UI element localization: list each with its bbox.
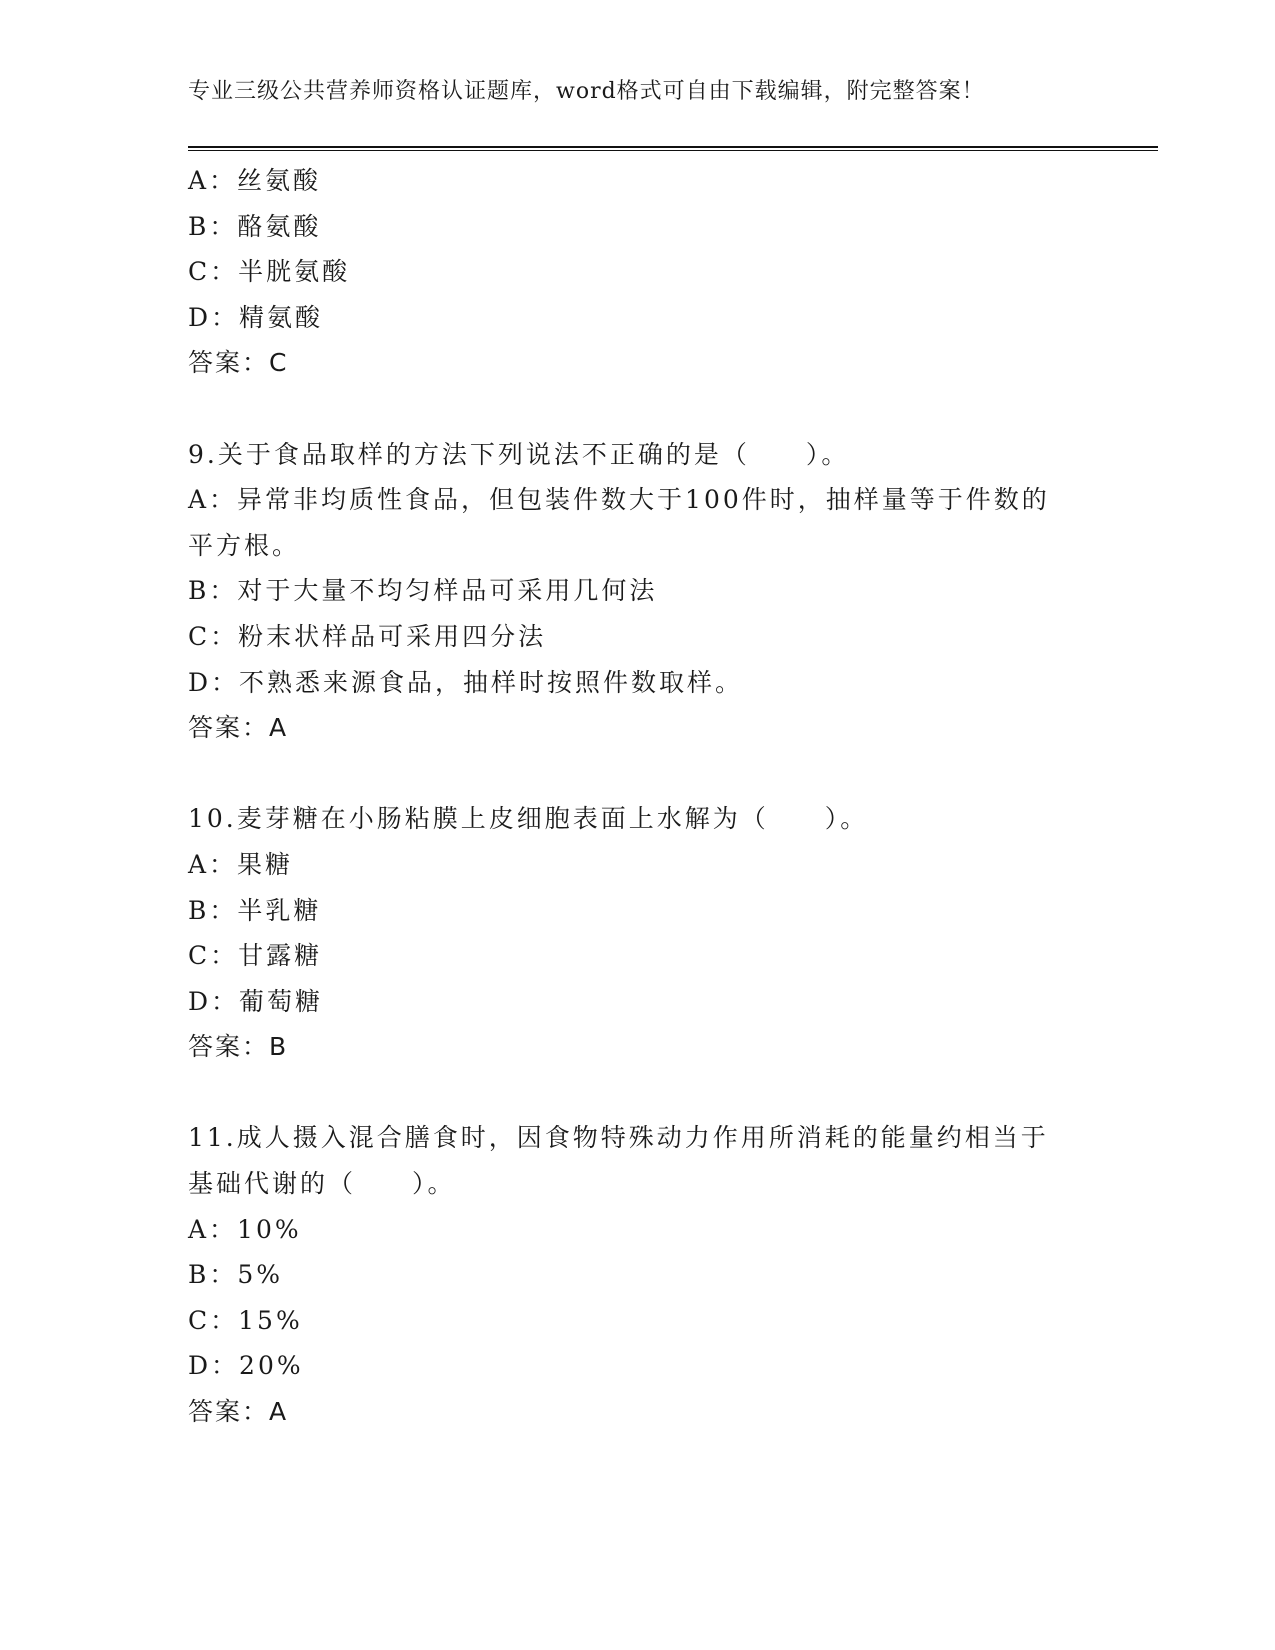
question-block-previous: [188, 158, 1088, 386]
page-header: 专业三级公共营养师资格认证题库，word格式可自由下载编辑，附完整答案！: [188, 79, 985, 104]
option-a: A：10%: [188, 1214, 302, 1244]
option-c: C：半胱氨酸: [188, 257, 351, 287]
spacer: [188, 386, 1088, 432]
spacer: [188, 1070, 1088, 1116]
option-d: D：葡萄糖: [188, 986, 324, 1016]
option-c: C：粉末状样品可采用四分法: [188, 621, 547, 651]
option-c: C：甘露糖: [188, 941, 323, 971]
option-d: D：精氨酸: [188, 302, 324, 332]
question-block-11: [188, 1115, 1088, 1434]
option-b: B：酪氨酸: [188, 211, 322, 241]
option-d: D：不熟悉来源食品，抽样时按照件数取样。: [188, 667, 744, 697]
header-divider: [188, 146, 1158, 151]
question-block-10: [188, 796, 1088, 1070]
question-list: [188, 158, 1088, 1435]
question-stem: 10.麦芽糖在小肠粘膜上皮细胞表面上水解为（ ）。: [188, 804, 869, 834]
option-a: A：异常非均质性食品，但包装件数大于100件时，抽样量等于件数的平方根。: [188, 485, 1050, 560]
answer-line: 答案：B: [188, 1032, 289, 1062]
option-a: A：果糖: [188, 849, 294, 879]
question-block-9: [188, 432, 1088, 751]
option-b: B：对于大量不均匀样品可采用几何法: [188, 576, 658, 606]
option-b: B：半乳糖: [188, 895, 322, 925]
spacer: [188, 751, 1088, 797]
option-a: A：丝氨酸: [188, 166, 322, 195]
answer-line: 答案：C: [188, 348, 289, 378]
option-c: C：15%: [188, 1305, 303, 1335]
answer-line: 答案：A: [188, 713, 289, 743]
option-b: B：5%: [188, 1260, 284, 1290]
option-d: D：20%: [188, 1351, 304, 1381]
answer-line: 答案：A: [188, 1397, 289, 1427]
question-stem: 9.关于食品取样的方法下列说法不正确的是（ ）。: [188, 439, 850, 469]
question-stem: 11.成人摄入混合膳食时，因食物特殊动力作用所消耗的能量约相当于基础代谢的（ ）。: [188, 1123, 1049, 1199]
